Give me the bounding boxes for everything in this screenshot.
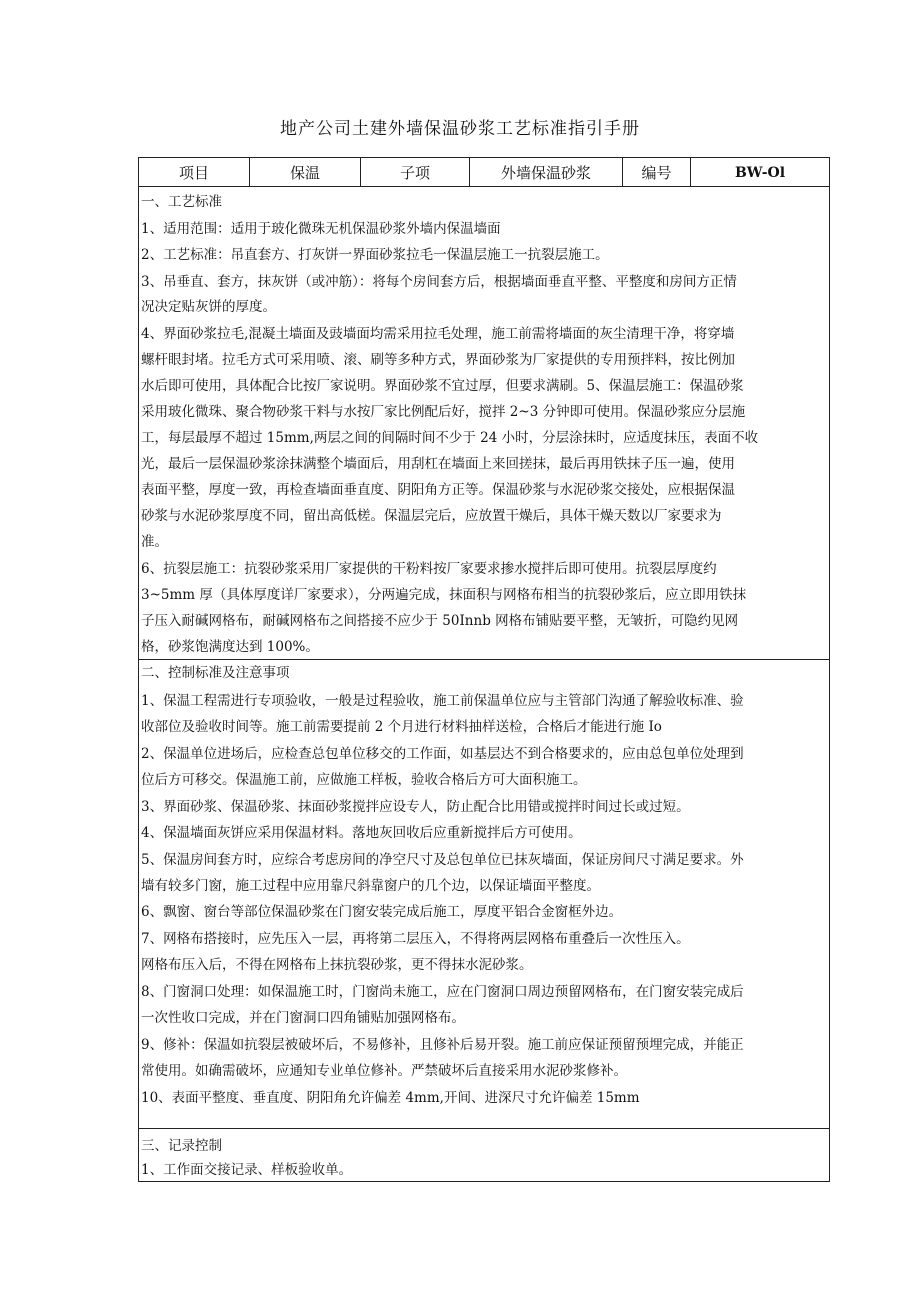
section-process-standard (139, 187, 829, 660)
text-line: 4、保温墙面灰饼应采用保温材料。落地灰回收后应重新搅拌后方可使用。 (141, 825, 582, 841)
text-line: 一次性收口完成，并在门窗洞口四角铺贴加强网格布。 (141, 1010, 465, 1026)
header-code-value: BW-Ol (734, 165, 786, 181)
text-line: 工，每层最厚不超过 15mm,两层之间的间隔时间不少于 24 小时，分层涂抹时，应适度抹压，表面不收 (141, 430, 759, 446)
text-line: 常使用。如确需破坏，应通知专业单位修补。严禁破坏后直接采用水泥砂浆修补。 (141, 1063, 627, 1079)
text-line: 7、网格布搭接时，应先压入一层，再将第二层压入，不得将两层网格布重叠后一次性压入。 (141, 931, 690, 947)
section-heading: 三、记录控制 (141, 1138, 222, 1154)
text-line: 5、保温房间套方时，应综合考虑房间的净空尺寸及总包单位已抹灰墙面，保证房间尺寸满足要求。外 (141, 852, 744, 868)
text-line: 子压入耐碱网格布，耐碱网格布之间搭接不应少于 50Innb 网格布铺贴要平整，无皱折，可隐约见网 (141, 613, 739, 629)
text-line: 3、吊垂直、套方，抹灰饼（或冲筋）：将每个房间套方后，根据墙面垂直平整、平整度和房间方正情 (141, 274, 737, 290)
section-record-control (139, 1129, 829, 1181)
text-line: 1、保温工程需进行专项验收，一般是过程验收，施工前保温单位应与主管部门沟通了解验收标准、验 (141, 693, 744, 709)
text-line: 2、保温单位进场后，应检查总包单位移交的工作面，如基层达不到合格要求的，应由总包单位处理到 (141, 746, 744, 762)
text-line: 网格布压入后，不得在网格布上抹抗裂砂浆，更不得抹水泥砂浆。 (141, 957, 533, 973)
text-line: 位后方可移交。保温施工前，应做施工样板，验收合格后方可大面积施工。 (141, 772, 587, 788)
text-line: 墙有较多门窗，施工过程中应用靠尺斜靠窗户的几个边，以保证墙面平整度。 (141, 878, 600, 894)
text-line: 3、界面砂浆、保温砂浆、抹面砂浆搅拌应设专人，防止配合比用错或搅拌时间过长或过短。 (141, 799, 690, 815)
text-line: 螺杆眼封堵。拉毛方式可采用喷、滚、刷等多种方式，界面砂浆为厂家提供的专用预拌料，按比例加 (141, 352, 735, 368)
text-line: 砂浆与水泥砂浆厚度不同，留出高低槎。保温层完后，应放置干燥后，具体干燥天数以厂家要求为 (141, 508, 722, 524)
text-line: 6、飘窗、窗台等部位保温砂浆在门窗安装完成后施工，厚度平铝合金窗框外边。 (141, 904, 623, 920)
document-title: 地产公司土建外墙保温砂浆工艺标准指引手册 (280, 119, 640, 139)
text-line: 表面平整，厚度一致，再检查墙面垂直度、阴阳角方正等。保温砂浆与水泥砂浆交接处，应根据保温 (141, 482, 735, 498)
text-line: 2、工艺标准：吊直套方、打灰饼一界面砂浆拉毛一保温层施工一抗裂层施工。 (141, 247, 609, 263)
text-line: 4、界面砂浆拉毛,混凝土墙面及豉墙面均需采用拉毛处理，施工前需将墙面的灰尘清理干净，将穿墙 (141, 326, 735, 342)
text-line: 3~5mm 厚（具体厚度详厂家要求），分两遍完成，抹面积与网格布相当的抗裂砂浆后，应立即用铁抹 (141, 587, 747, 603)
text-line: 况决定贴灰饼的厚度。 (141, 299, 276, 315)
standard-table (138, 157, 830, 1182)
text-line: 采用玻化微珠、聚合物砂浆干料与水按厂家比例配后好，搅拌 2~3 分钟即可使用。保温砂浆应分层施 (141, 404, 746, 420)
text-line: 1、工作面交接记录、样板验收单。 (141, 1162, 353, 1178)
table-header-row (139, 158, 829, 187)
header-subitem-value: 外墙保温砂浆 (470, 158, 623, 186)
text-line: 9、修补：保温如抗裂层被破坏后，不易修补，且修补后易开裂。施工前应保证预留预埋完成，并能正 (141, 1037, 744, 1053)
text-line: 格，砂浆饱满度达到 100%。 (141, 639, 319, 655)
text-line: 光，最后一层保温砂浆涂抹满整个墙面后，用刮杠在墙面上来回搓抹，最后再用铁抹子压一遍，使用 (141, 456, 735, 472)
section-heading: 二、控制标准及注意事项 (141, 665, 290, 681)
section-heading: 一、工艺标准 (141, 194, 222, 210)
text-line: 8、门窗洞口处理：如保温施工时，门窗尚未施工，应在门窗洞口周边预留网格布，在门窗安装完成后 (141, 984, 744, 1000)
text-line: 6、抗裂层施工：抗裂砂浆采用厂家提供的干粉料按厂家要求掺水搅拌后即可使用。抗裂层厚度约 (141, 561, 717, 577)
header-project-value: 保温 (250, 158, 361, 186)
header-project-label: 项目 (139, 158, 250, 186)
text-line: 1、适用范围：适用于玻化微珠无机保温砂浆外墙内保温墙面 (141, 221, 501, 237)
text-line: 水后即可使用，具体配合比按厂家说明。界面砂浆不宜过厚，但要求满刷。5、保温层施工：保温砂浆 (141, 378, 744, 394)
section-control-standards (139, 660, 829, 1129)
header-subitem-label: 子项 (361, 158, 470, 186)
text-line: 收部位及验收时间等。施工前需要提前 2 个月进行材料抽样送检，合格后才能进行施 Io (141, 719, 662, 735)
text-line: 准。 (141, 534, 168, 550)
text-line: 10、表面平整度、垂直度、阴阳角允许偏差 4mm,开间、进深尺寸允许偏差 15mm (141, 1090, 640, 1106)
header-code-label: 编号 (623, 158, 691, 186)
